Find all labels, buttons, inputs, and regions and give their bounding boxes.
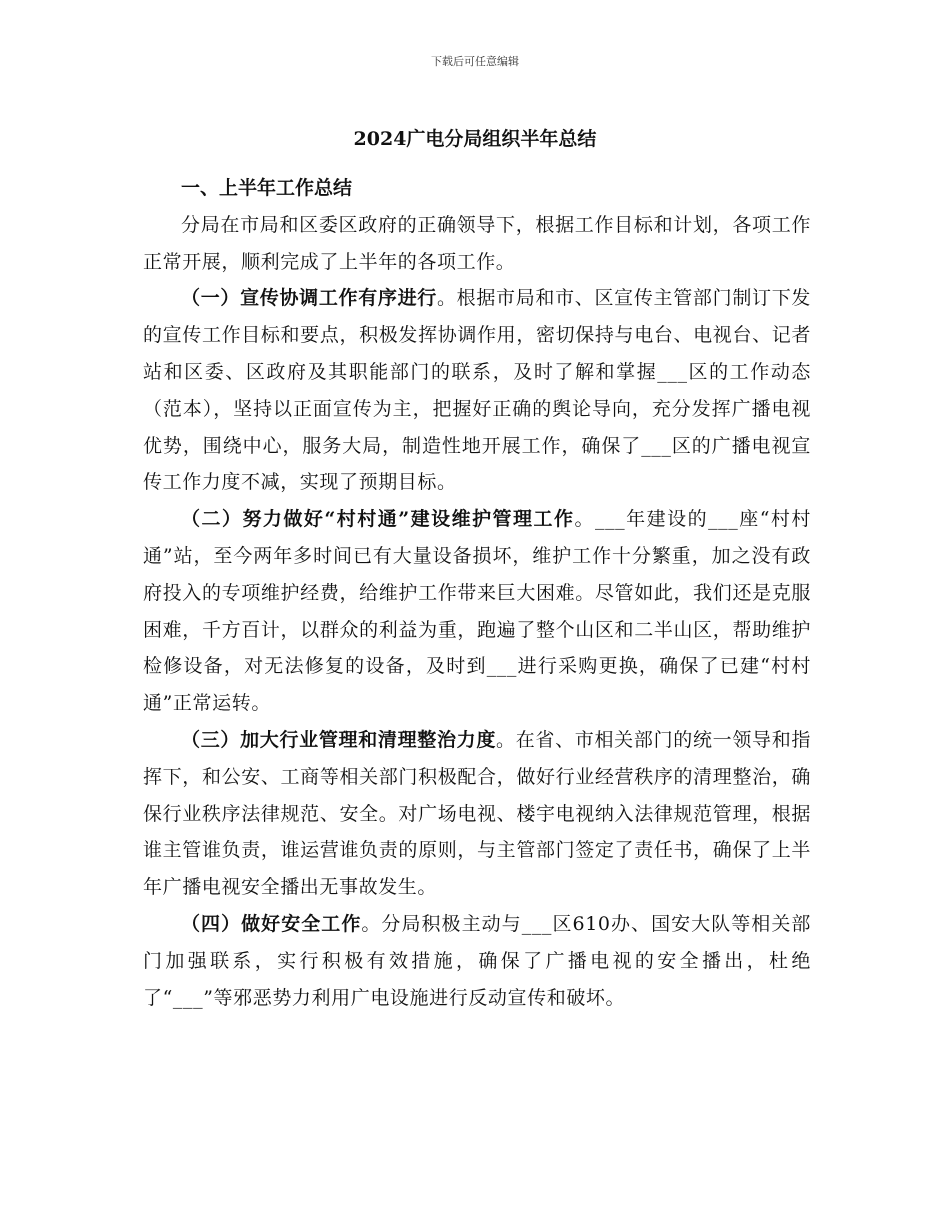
paragraph-village-coverage — [143, 501, 811, 722]
paragraph-security — [143, 906, 811, 1016]
paragraph-publicity-text: 。根据市局和市、区宣传主管部门制订下发的宣传工作目标和要点，积极发挥协调作用，密切保持与电台、电视台、记者站和区委、区政府及其职能部门的联系，及时了解和掌握___区的工作动态（范本），坚持以正面宣传为主，把握好正确的舆论导向，充分发挥广播电视优势，围绕中心，服务大局，制造性地开展工作，确保了___区的广播电视宣传工作力度不减，实现了预期目标。 — [143, 287, 811, 494]
paragraph-industry-management-lead: （三）加大行业管理和清理整治力度 — [181, 728, 497, 751]
paragraph-publicity-lead: （一）宣传协调工作有序进行 — [181, 287, 437, 310]
paragraph-village-coverage-text: 。___年建设的___座“村村通”站，至今两年多时间已有大量设备损坏，维护工作十分繁重，加之没有政府投入的专项维护经费，给维护工作带来巨大困难。尽管如此，我们还是克服困难，千方百计，以群众的利益为重，跑遍了整个山区和二半山区，帮助维护检修设备，对无法修复的设备，及时到___进行采购更换，确保了已建“村村通”正常运转。 — [143, 508, 812, 715]
paragraph-security-lead: （四）做好安全工作 — [181, 912, 362, 935]
paragraph-industry-management — [143, 722, 811, 906]
document-title: 2024广电分局组织半年总结 — [353, 128, 597, 150]
paragraph-security-text: 。分局积极主动与___区610办、国安大队等相关部门加强联系，实行积极有效措施，确保了广播电视的安全播出，杜绝了“___”等邪恶势力利用广电设施进行反动宣传和破坏。 — [143, 912, 811, 1009]
document-body — [143, 170, 811, 1016]
paragraph-intro-text: 分局在市局和区委区政府的正确领导下，根据工作目标和计划，各项工作正常开展，顺利完成了上半年的各项工作。 — [143, 213, 811, 273]
section-heading: 一、上半年工作总结 — [181, 177, 353, 199]
paragraph-village-coverage-lead: （二）努力做好“村村通”建设维护管理工作 — [181, 508, 575, 531]
paragraph-industry-management-text: 。在省、市相关部门的统一领导和指挥下，和公安、工商等相关部门积极配合，做好行业经营秩序的清理整治，确保行业秩序法律规范、安全。对广场电视、楼宇电视纳入法律规范管理，根据谁主管谁负责，谁运营谁负责的原则，与主管部门签定了责任书，确保了上半年广播电视安全播出无事故发生。 — [143, 728, 811, 899]
paragraph-intro — [143, 207, 811, 281]
paragraph-publicity — [143, 280, 811, 501]
page-header-note: 下载后可任意编辑 — [431, 55, 519, 68]
